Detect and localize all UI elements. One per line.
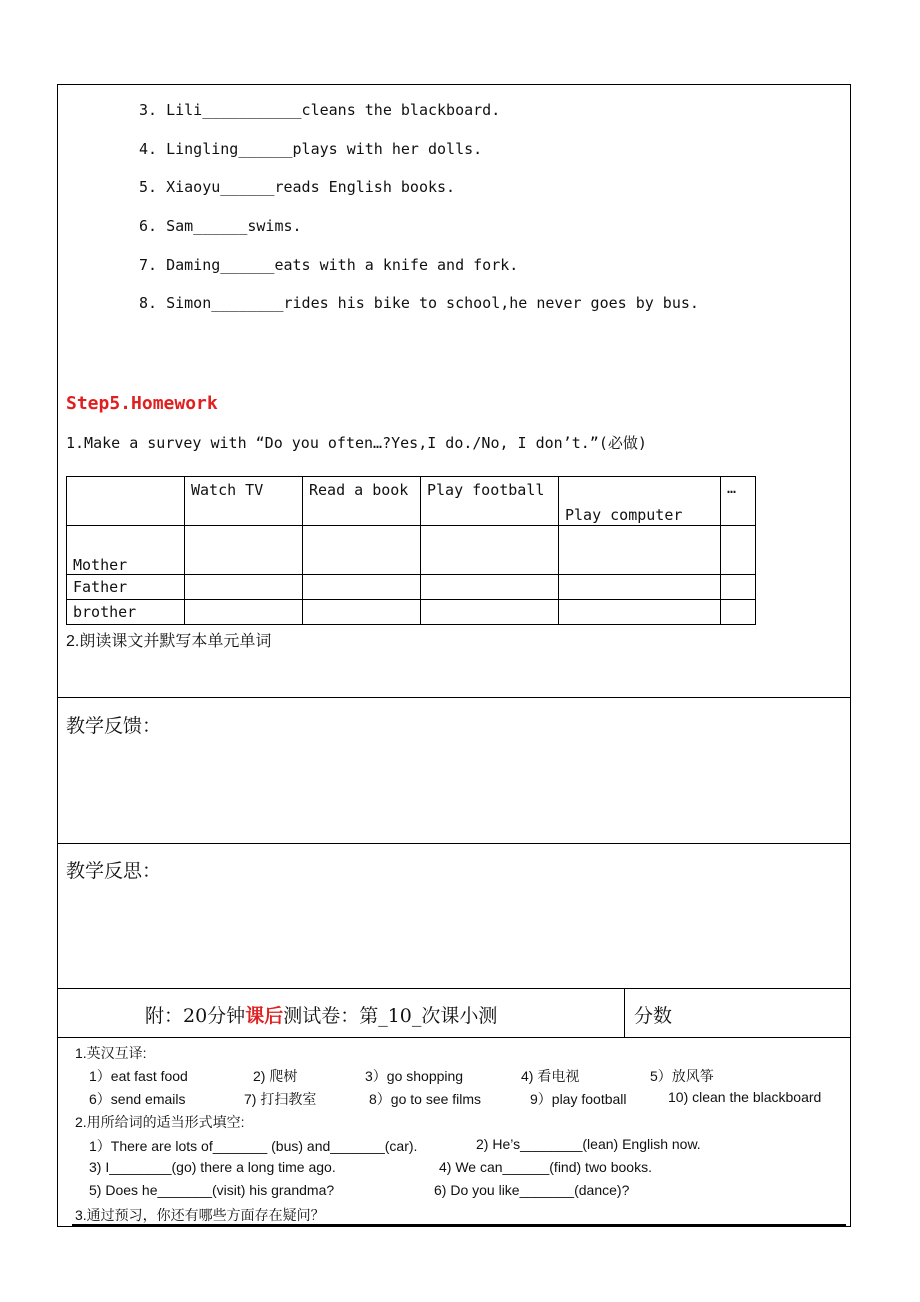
quiz-fill-item: 5) Does he_______(visit) his grandma? (89, 1182, 335, 1198)
survey-cell[interactable] (421, 575, 559, 600)
survey-cell[interactable] (185, 600, 303, 625)
quiz-item: 8）go to see films (369, 1091, 482, 1107)
quiz-fill-item: 4) We can______(find) two books. (439, 1159, 652, 1175)
homework-task-1: 1.Make a survey with “Do you often…?Yes,I do./No, I don’t.”(必做) (66, 434, 647, 452)
exercise-line: 4. Lingling______plays with her dolls. (139, 140, 483, 158)
survey-cell[interactable] (421, 526, 559, 575)
survey-row-label: Mother (67, 526, 185, 575)
quiz-item: 6）send emails (89, 1091, 186, 1107)
exercise-line: 3. Lili___________cleans the blackboard. (139, 101, 501, 119)
quiz-header-prefix: 附：20分钟 (145, 1005, 246, 1027)
quiz-header-suffix: 测试卷：第_10_次课小测 (283, 1005, 498, 1027)
survey-row-label: brother (67, 600, 185, 625)
quiz-item: 3）go shopping (365, 1068, 464, 1084)
survey-table (66, 476, 756, 625)
quiz-header-title (145, 1001, 497, 1028)
reflection-label: 教学反思： (66, 860, 162, 882)
quiz-fill-item: 2) He’s________(lean) English now. (476, 1136, 701, 1152)
quiz-section-2-title: 2.用所给词的适当形式填空: (75, 1114, 245, 1130)
survey-cell[interactable] (303, 526, 421, 575)
divider-quiz-body (57, 1037, 851, 1038)
survey-cell[interactable] (185, 575, 303, 600)
survey-cell[interactable] (721, 600, 756, 625)
quiz-item: 9）play football (530, 1091, 627, 1107)
divider-score (624, 988, 625, 1037)
quiz-item: 2) 爬树 (253, 1068, 298, 1084)
survey-header-cell: Watch TV (185, 477, 303, 526)
quiz-item: 7) 打扫教室 (244, 1091, 317, 1107)
survey-header-cell: Read a book (303, 477, 421, 526)
survey-header-cell: … (721, 477, 756, 526)
survey-cell[interactable] (303, 575, 421, 600)
quiz-section-3-title: 3.通过预习，你还有哪些方面存在疑问？ (75, 1207, 325, 1223)
score-label: 分数 (634, 1005, 673, 1027)
survey-cell[interactable] (721, 526, 756, 575)
quiz-header-highlight: 课后 (245, 1005, 284, 1027)
survey-cell[interactable] (559, 575, 721, 600)
survey-cell[interactable] (303, 600, 421, 625)
exercise-line: 7. Daming______eats with a knife and fork. (139, 256, 519, 274)
quiz-item: 10) clean the blackboard (668, 1089, 822, 1105)
survey-header-cell: Play football (421, 477, 559, 526)
quiz-fill-item: 3) I________(go) there a long time ago. (89, 1159, 336, 1175)
feedback-label: 教学反馈： (66, 715, 162, 737)
exercise-line: 8. Simon________rides his bike to school,he never goes by bus. (139, 294, 699, 312)
survey-cell[interactable] (421, 600, 559, 625)
divider-quiz-header (57, 988, 851, 989)
survey-cell[interactable] (559, 600, 721, 625)
survey-cell[interactable] (185, 526, 303, 575)
survey-header-cell (67, 477, 185, 526)
divider-feedback (57, 697, 851, 698)
homework-task-2: 2.朗读课文并默写本单元单词 (66, 633, 272, 650)
quiz-fill-item: 6) Do you like_______(dance)? (434, 1182, 630, 1198)
survey-row-label: Father (67, 575, 185, 600)
quiz-item: 4) 看电视 (521, 1068, 580, 1084)
survey-cell[interactable] (721, 575, 756, 600)
survey-cell[interactable] (559, 526, 721, 575)
homework-heading: Step5.Homework (66, 393, 218, 414)
quiz-item: 1）eat fast food (89, 1068, 188, 1084)
quiz-item: 5）放风筝 (650, 1068, 714, 1084)
divider-reflection (57, 843, 851, 844)
survey-header-cell: Play computer (559, 477, 721, 526)
exercise-line: 5. Xiaoyu______reads English books. (139, 178, 456, 196)
exercise-line: 6. Sam______swims. (139, 217, 302, 235)
quiz-fill-item: 1）There are lots of_______ (bus) and_______(car). (89, 1138, 418, 1154)
quiz-section-1-title: 1.英汉互译: (75, 1045, 147, 1061)
